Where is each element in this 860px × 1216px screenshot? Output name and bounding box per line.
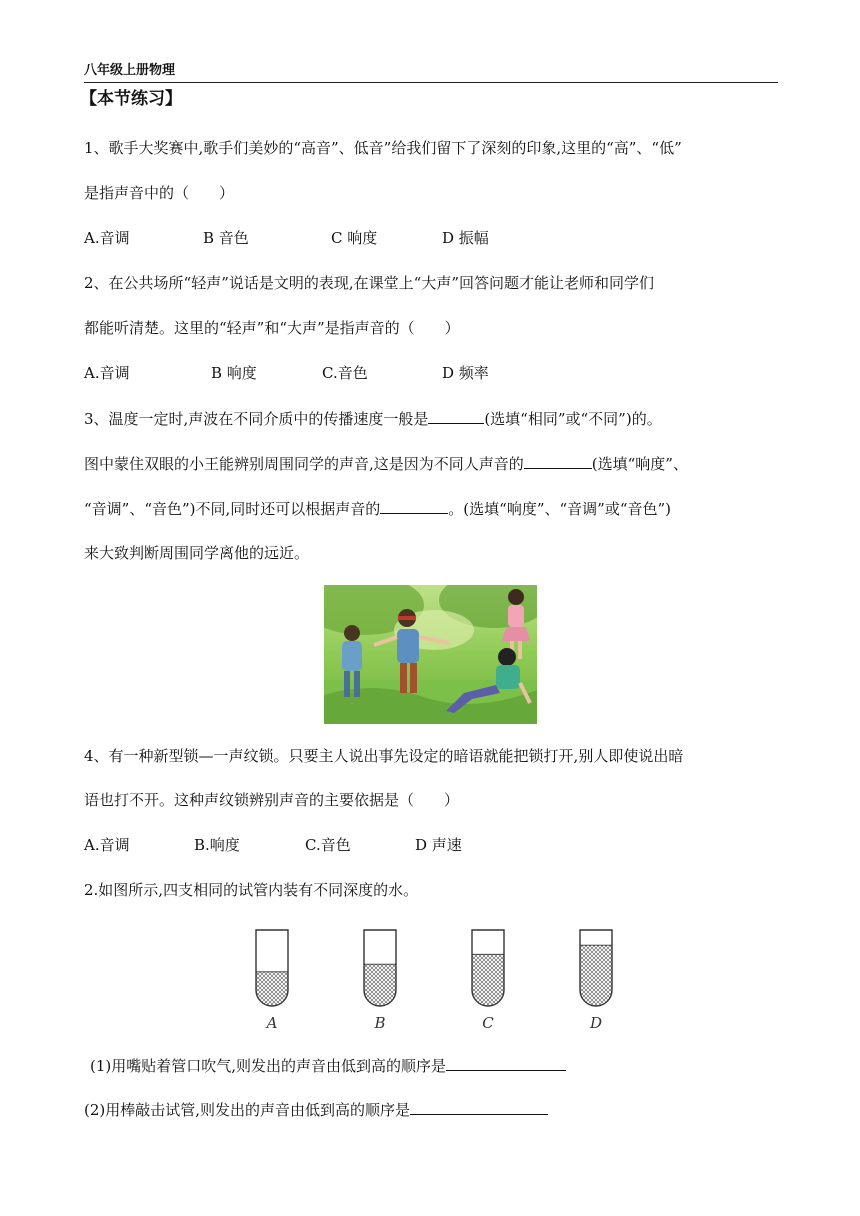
q4-option-a: A.音调 <box>84 836 130 854</box>
document-header: 八年级上册物理 <box>84 62 778 83</box>
q2-line2: 都能听清楚。这里的“轻声”和“大声”是指声音的（ ） <box>84 319 460 337</box>
q5-sub2-text: (2)用棒敲击试管,则发出的声音由低到高的顺序是 <box>84 1101 411 1119</box>
q3-blank-2[interactable] <box>524 452 592 469</box>
q2-line1: 2、在公共场所“轻声”说话是文明的表现,在课堂上“大声”回答问题才能让老师和同学们 <box>84 274 654 292</box>
tube-label-b: B <box>374 1014 386 1032</box>
q4-option-d: D 声速 <box>415 836 462 854</box>
q5-sub1 <box>90 1054 566 1077</box>
q5-intro: 2.如图所示,四支相同的试管内装有不同深度的水。 <box>84 881 419 899</box>
q1-line1: 1、歌手大奖赛中,歌手们美妙的“高音”、低音”给我们留下了深刻的印象,这里的“高”、“低” <box>84 139 682 157</box>
q1-option-b: B 音色 <box>203 229 249 247</box>
q3-line3-text-b: 。(选填“响度”、“音调”或“音色”) <box>448 500 672 518</box>
q3-line2-text-b: (选填“响度”、 <box>591 455 688 473</box>
q3-line1-text-b: (选填“相同”或“不同”)的。 <box>484 410 662 428</box>
q2-option-c: C.音色 <box>322 364 368 382</box>
test-tubes-figure <box>250 926 630 1036</box>
q3-line4: 来大致判断周围同学离他的远近。 <box>84 544 310 562</box>
q5-blank-1[interactable] <box>446 1054 566 1071</box>
tube-label-d: D <box>589 1014 603 1032</box>
q1-option-d: D 振幅 <box>442 229 489 247</box>
q4-option-c: C.音色 <box>305 836 351 854</box>
q2-option-a: A.音调 <box>84 364 130 382</box>
q5-sub1-text: (1)用嘴贴着管口吹气,则发出的声音由低到高的顺序是 <box>90 1057 447 1075</box>
q3-line1 <box>84 407 662 430</box>
tube-label-c: C <box>482 1014 494 1032</box>
q3-line1-text-a: 3、温度一定时,声波在不同介质中的传播速度一般是 <box>84 410 429 428</box>
q2-option-d: D 频率 <box>442 364 489 382</box>
q3-line3 <box>84 497 671 520</box>
q2-option-b: B 响度 <box>211 364 257 382</box>
tube-label-a: A <box>266 1014 278 1032</box>
children-playing-illustration <box>324 585 537 724</box>
q4-option-b: B.响度 <box>194 836 240 854</box>
q1-option-a: A.音调 <box>84 229 130 247</box>
q4-line2: 语也打不开。这种声纹锁辨别声音的主要依据是（ ） <box>84 791 460 809</box>
q1-option-c: C 响度 <box>331 229 378 247</box>
q3-line2 <box>84 452 688 475</box>
section-title: 【本节练习】 <box>80 89 182 109</box>
q3-line2-text-a: 图中蒙住双眼的小王能辨别周围同学的声音,这是因为不同人声音的 <box>84 455 524 473</box>
q4-line1: 4、有一种新型锁—一声纹锁。只要主人说出事先设定的暗语就能把锁打开,别人即使说出暗 <box>84 747 684 765</box>
q1-line2: 是指声音中的（ ） <box>84 184 235 202</box>
tube-water-c <box>472 954 504 1006</box>
tube-water-b <box>364 964 396 1006</box>
q3-blank-1[interactable] <box>428 407 484 424</box>
tube-water-d <box>580 945 612 1006</box>
q5-blank-2[interactable] <box>410 1098 548 1115</box>
q3-line3-text-a: “音调”、“音色”)不同,同时还可以根据声音的 <box>84 500 381 518</box>
q3-blank-3[interactable] <box>380 497 448 514</box>
q5-sub2 <box>84 1098 548 1121</box>
